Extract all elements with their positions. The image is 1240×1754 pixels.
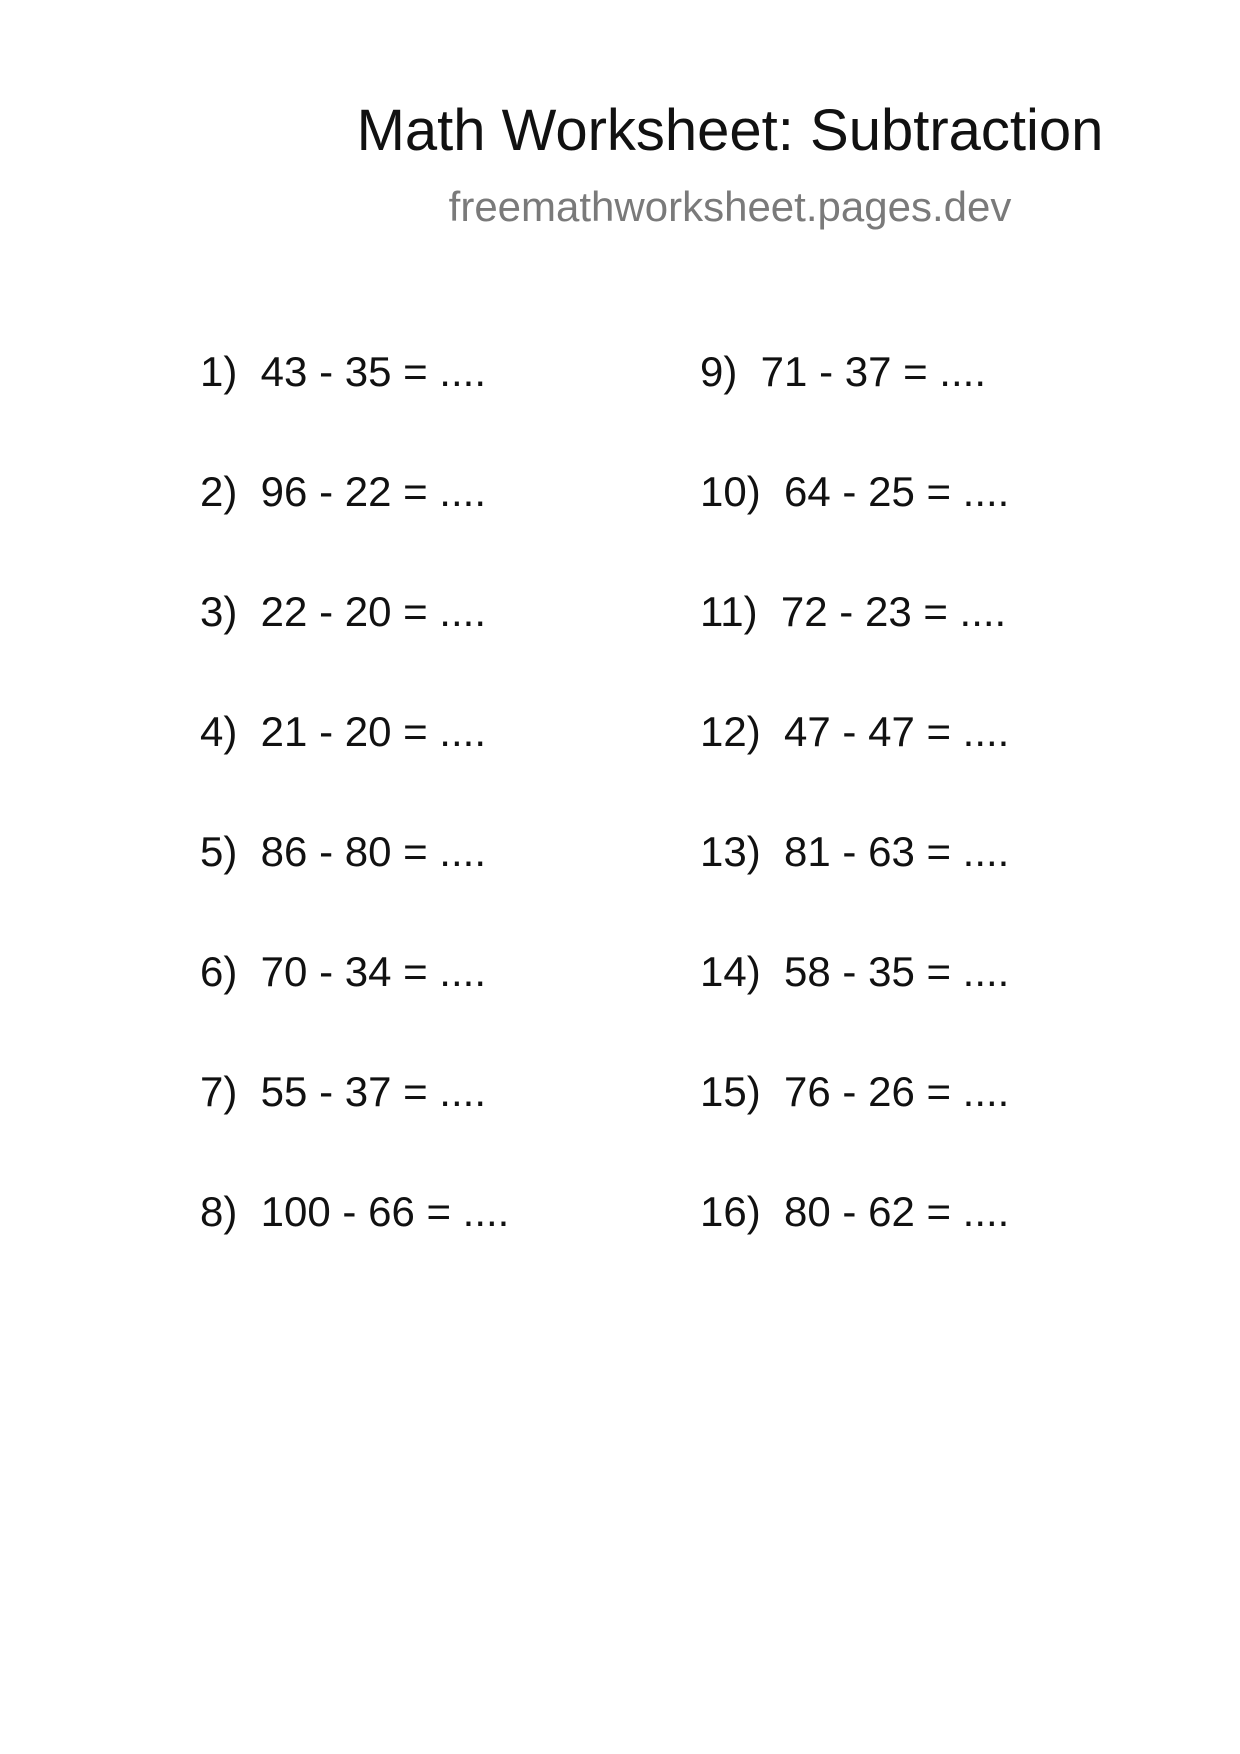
problem-13: 13) 81 - 63 = .... (700, 828, 1010, 875)
problems-column-right (700, 348, 1009, 1308)
problem-1: 1) 43 - 35 = .... (200, 348, 486, 395)
problem-7: 7) 55 - 37 = .... (200, 1068, 486, 1115)
problem-5: 5) 86 - 80 = .... (200, 828, 486, 875)
problem-14: 14) 58 - 35 = .... (700, 948, 1010, 995)
source-url: freemathworksheet.pages.dev (448, 183, 1012, 230)
worksheet-title: Math Worksheet: Subtraction (356, 98, 1104, 163)
problem-11: 11) 72 - 23 = .... (700, 588, 1007, 635)
problem-12: 12) 47 - 47 = .... (700, 708, 1010, 755)
problem-2: 2) 96 - 22 = .... (200, 468, 486, 515)
problem-15: 15) 76 - 26 = .... (700, 1068, 1010, 1115)
problem-16: 16) 80 - 62 = .... (700, 1188, 1010, 1235)
problem-3: 3) 22 - 20 = .... (200, 588, 486, 635)
problem-4: 4) 21 - 20 = .... (200, 708, 486, 755)
problem-6: 6) 70 - 34 = .... (200, 948, 486, 995)
problem-8: 8) 100 - 66 = .... (200, 1188, 510, 1235)
problems-column-left (200, 348, 509, 1308)
problem-10: 10) 64 - 25 = .... (700, 468, 1010, 515)
problem-9: 9) 71 - 37 = .... (700, 348, 986, 395)
